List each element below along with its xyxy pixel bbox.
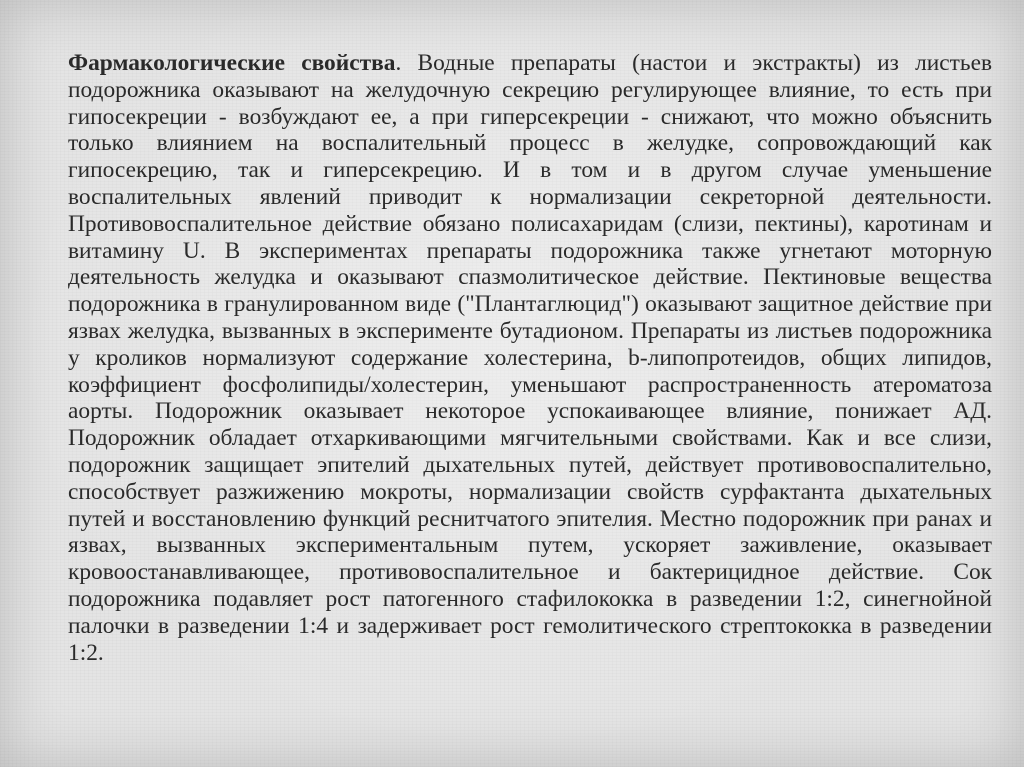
body-text: . Водные препараты (настои и экстракты) из листьев подорожника оказывают на желудочную секрецию регулирующее влияние, то есть при гипосекреции - возбуждают ее, а при гиперсекреции - снижают, что можно объяснить только влиянием на воспалительный процесс в желудке, сопровождающий как гипосекрецию, так и гиперсекрецию. И в том и в другом случае уменьшение воспалительных явлений приводит к нормализации секреторной деятельности. Противовоспалительное действие обязано полисахаридам (слизи, пектины), каротинам и витамину U. В экспериментах препараты подорожника также угнетают моторную деятельность желудка и оказывают спазмолитическое действие. Пектиновые вещества подорожника в гранулированном виде ("Плантаглюцид") оказывают защитное действие при язвах желудка, вызванных в эксперименте бутадионом. Препараты из листьев подорожника у кроликов нормализуют содержание холестерина, b-липопротеидов, общих липидов, коэффициент фосфолипиды/холестерин, уменьшают распространенность атероматоза аорты. Подорожник оказывает некоторое успокаивающее влияние, понижает АД. Подорожник обладает отхаркивающими мягчительными свойствами. Как и все слизи, подорожник защищает эпителий дыхательных путей, действует противовоспалительно, способствует разжижению мокроты, нормализации свойств сурфактанта дыхательных путей и восстановлению функций реснитчатого эпителия. Местно подорожник при ранах и язвах, вызванных экспериментальным путем, ускоряет заживление, оказывает кровоостанавливающее, противовоспалительное и бактерицидное действие. Сок подорожника подавляет рост патогенного стафилококка в разведении 1:2, синегнойной палочки в разведении 1:4 и задерживает рост гемолитического стрептококка в разведении 1:2. <box>68 50 992 666</box>
heading: Фармакологические свойства <box>68 50 396 76</box>
paragraph <box>68 50 992 666</box>
